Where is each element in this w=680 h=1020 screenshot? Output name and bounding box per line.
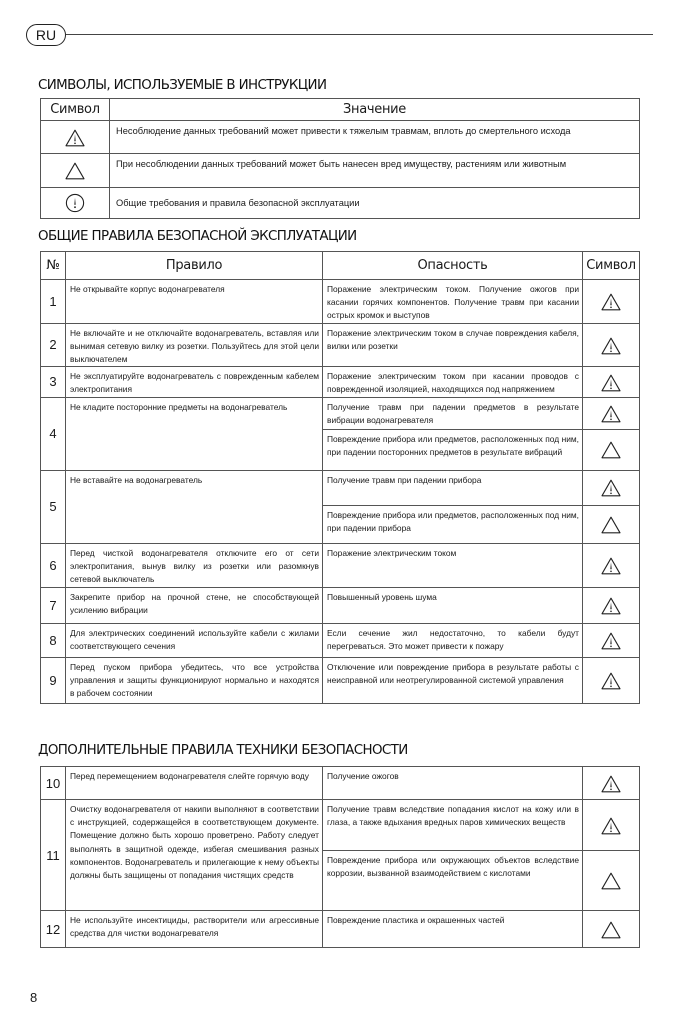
table-row [41, 367, 640, 397]
danger-text: Получение травм при падении предметов в результате вибрации водонагревателя [323, 397, 583, 429]
table-row [41, 587, 640, 623]
table-row [41, 623, 640, 657]
warning-triangle-icon [583, 323, 640, 367]
section-title-symbols: СИМВОЛЫ, ИСПОЛЬЗУЕМЫЕ В ИНСТРУКЦИИ [38, 78, 327, 93]
table-row [41, 397, 640, 429]
symbols-table [40, 98, 640, 219]
warning-triangle-icon [583, 800, 640, 851]
warning-triangle-icon [583, 543, 640, 587]
table-row [41, 657, 640, 703]
rule-text: Не включайте и не отключайте водонагреватель, вставляя или вынимая сетевую вилку из розетки. Пользуйтесь для этой цели выключателем [66, 323, 323, 367]
symbols-table-header [41, 99, 640, 121]
warning-triangle-icon [583, 623, 640, 657]
table-row [41, 543, 640, 587]
danger-text: Поражение электрическим током [323, 543, 583, 587]
danger-text: Получение ожогов [323, 767, 583, 800]
warning-triangle-icon [41, 121, 110, 154]
rule-text: Не вставайте на водонагреватель [66, 470, 323, 543]
header-rule [66, 34, 653, 35]
row-number: 9 [41, 657, 66, 703]
table-row [41, 767, 640, 800]
caution-triangle-icon [583, 505, 640, 543]
danger-text: Повреждение прибора или предметов, расположенных под ним, при падении посторонних предметов в результате вибраций [323, 429, 583, 470]
danger-text: Поражение электрическим током. Получение ожогов при касании горячих компонентов. Получение травм при касании острых кромок и выступов [323, 280, 583, 324]
table-row [41, 323, 640, 367]
row-number: 6 [41, 543, 66, 587]
col-rule-header: Правило [66, 252, 323, 280]
symbol-meaning: Несоблюдение данных требований может привести к тяжелым травмам, вплоть до смертельного исхода [110, 121, 640, 154]
rule-text: Не открывайте корпус водонагревателя [66, 280, 323, 324]
warning-triangle-icon [583, 367, 640, 397]
danger-text: Повреждение прибора или предметов, расположенных под ним, при падении прибора [323, 505, 583, 543]
table-row [41, 121, 640, 154]
col-meaning-header: Значение [110, 99, 640, 121]
danger-text: Получение травм вследствие попадания кислот на кожу или в глаза, а также вдыхания вредных паров химических веществ [323, 800, 583, 851]
danger-text: Повреждение прибора или окружающих объектов вследствие коррозии, вызванной взаимодействием с кислотами [323, 851, 583, 911]
col-symbol-header: Символ [583, 252, 640, 280]
rule-text: Не эксплуатируйте водонагреватель с поврежденным кабелем электропитания [66, 367, 323, 397]
row-number: 2 [41, 323, 66, 367]
section-title-general-rules: ОБЩИЕ ПРАВИЛА БЕЗОПАСНОЙ ЭКСПЛУАТАЦИИ [38, 229, 357, 244]
col-danger-header: Опасность [323, 252, 583, 280]
caution-triangle-icon [583, 911, 640, 948]
section-title-additional-rules: ДОПОЛНИТЕЛЬНЫЕ ПРАВИЛА ТЕХНИКИ БЕЗОПАСНОСТИ [38, 743, 408, 758]
rule-text: Не кладите посторонние предметы на водонагреватель [66, 397, 323, 470]
symbol-meaning: Общие требования и правила безопасной эксплуатации [110, 188, 640, 219]
table-row [41, 911, 640, 948]
warning-triangle-icon [583, 767, 640, 800]
row-number: 10 [41, 767, 66, 800]
additional-rules-table [40, 766, 640, 948]
warning-triangle-icon [583, 280, 640, 324]
symbol-meaning: При несоблюдении данных требований может быть нанесен вред имуществу, растениям или животным [110, 154, 640, 188]
language-badge: RU [26, 24, 66, 46]
general-rules-table [40, 251, 640, 704]
rule-text: Перед пуском прибора убедитесь, что все устройства управления и защиты функционируют нормально и находятся в рабочем состоянии [66, 657, 323, 703]
table-row [41, 188, 640, 219]
caution-triangle-icon [41, 154, 110, 188]
row-number: 4 [41, 397, 66, 470]
table-row [41, 470, 640, 505]
caution-triangle-icon [583, 851, 640, 911]
table-row [41, 800, 640, 851]
warning-triangle-icon [583, 587, 640, 623]
row-number: 11 [41, 800, 66, 911]
danger-text: Повреждение пластика и окрашенных частей [323, 911, 583, 948]
exclamation-circle-icon [41, 188, 110, 219]
danger-text: Поражение электрическим током в случае повреждения кабеля, вилки или розетки [323, 323, 583, 367]
row-number: 1 [41, 280, 66, 324]
rule-text: Для электрических соединений используйте кабели с жилами соответствующего сечения [66, 623, 323, 657]
warning-triangle-icon [583, 657, 640, 703]
general-rules-header [41, 252, 640, 280]
page-number: 8 [30, 990, 38, 1005]
rule-text: Закрепите прибор на прочной стене, не способствующей усилению вибрации [66, 587, 323, 623]
warning-triangle-icon [583, 397, 640, 429]
row-number: 8 [41, 623, 66, 657]
row-number: 3 [41, 367, 66, 397]
rule-text: Не используйте инсектициды, растворители или агрессивные средства для чистки водонагревателя [66, 911, 323, 948]
danger-text: Получение травм при падении прибора [323, 470, 583, 505]
warning-triangle-icon [583, 470, 640, 505]
rule-text: Перед перемещением водонагревателя слейте горячую воду [66, 767, 323, 800]
row-number: 5 [41, 470, 66, 543]
caution-triangle-icon [583, 429, 640, 470]
col-number-header: № [41, 252, 66, 280]
danger-text: Если сечение жил недостаточно, то кабели будут перегреваться. Это может привести к пожару [323, 623, 583, 657]
row-number: 7 [41, 587, 66, 623]
danger-text: Повышенный уровень шума [323, 587, 583, 623]
rule-text: Очистку водонагревателя от накипи выполняют в соответствии с инструкцией, содержащейся в соответствующем документе. Помещение должно быть хорошо проветрено. Работу следует выполнять в защитной одежде, избегая смешивания разных компонентов. Водонагреватель и прилегающие к нему объекты должны быть защищены от попадания чистящих средств [66, 800, 323, 911]
danger-text: Поражение электрическим током при касании проводов с поврежденной изоляцией, находящихся под напряжением [323, 367, 583, 397]
row-number: 12 [41, 911, 66, 948]
table-row [41, 280, 640, 324]
rule-text: Перед чисткой водонагревателя отключите его от сети электропитания, вынув вилку из розетки или разомкнув сетевой выключатель [66, 543, 323, 587]
danger-text: Отключение или повреждение прибора в результате работы с неисправной или неотрегулированной системой управления [323, 657, 583, 703]
col-symbol-header: Символ [41, 99, 110, 121]
table-row [41, 154, 640, 188]
